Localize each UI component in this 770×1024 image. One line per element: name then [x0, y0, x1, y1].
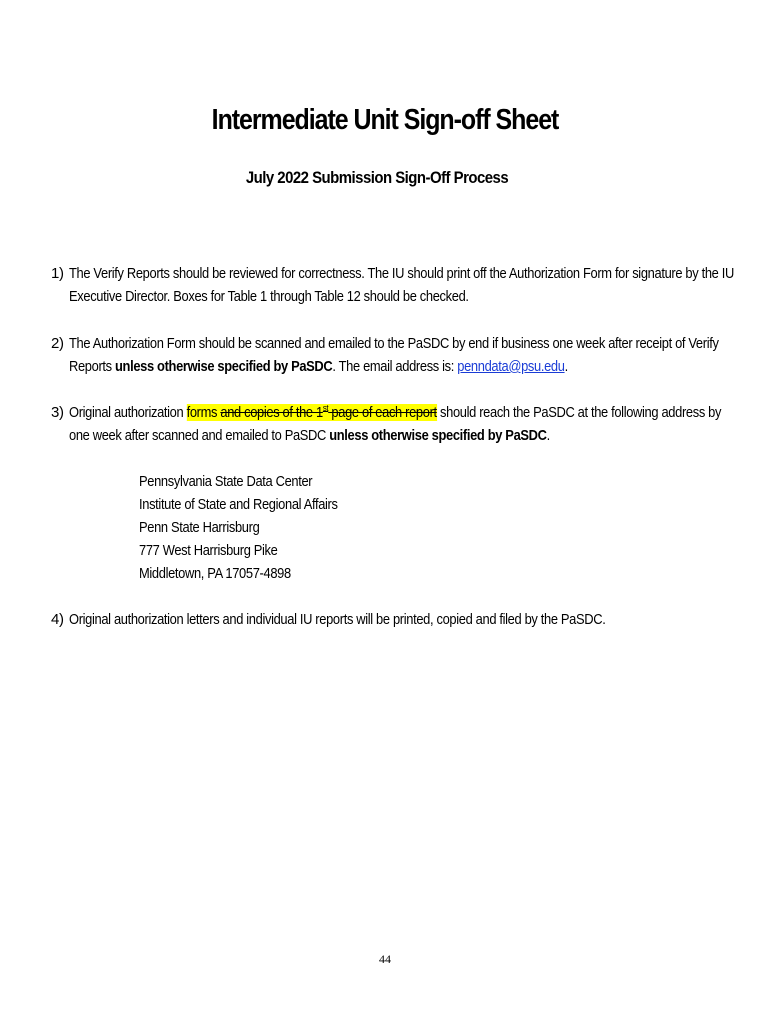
- item-2-line-2: [69, 355, 568, 378]
- item-3-bold-text: unless otherwise specified by PaSDC: [329, 427, 547, 444]
- item-1-line-2: Executive Director. Boxes for Table 1 through Table 12 should be checked.: [69, 288, 469, 305]
- list-item-number: 4): [51, 611, 64, 628]
- highlight-forms: forms: [186, 404, 221, 421]
- list-item-body: [69, 262, 749, 308]
- page-subtitle: July 2022 Submission Sign-Off Process: [245, 168, 509, 187]
- page-number: 44: [379, 952, 391, 966]
- item-2-period: .: [564, 358, 568, 375]
- struck-text-b: page of each report: [328, 404, 437, 421]
- item-3-period: .: [546, 427, 550, 444]
- item-3-line-1: [69, 401, 721, 424]
- list-item-number: 3): [51, 404, 64, 421]
- email-link[interactable]: penndata@psu.edu: [457, 358, 565, 375]
- highlighted-text: [187, 404, 437, 421]
- list-item-body: [69, 401, 749, 447]
- item-2-text: Reports: [69, 358, 116, 375]
- page-title: Intermediate Unit Sign-off Sheet: [211, 104, 559, 136]
- item-3-text-2: should reach the PaSDC at the following address by: [436, 404, 722, 421]
- struck-text-a: and copies of the 1: [220, 404, 323, 421]
- list-item-number: 1): [51, 265, 64, 282]
- list-item-body: [69, 608, 749, 631]
- item-2-text-2: . The email address is:: [332, 358, 458, 375]
- item-3-text-3: one week after scanned and emailed to PaSDC: [69, 427, 330, 444]
- address-line-1: Pennsylvania State Data Center: [139, 473, 313, 490]
- address-line-5: Middletown, PA 17057-4898: [139, 565, 291, 582]
- list-item-number: 2): [51, 335, 64, 352]
- item-3-line-2: [69, 424, 550, 447]
- address-line-4: 777 West Harrisburg Pike: [139, 542, 278, 559]
- item-2-bold-text: unless otherwise specified by PaSDC: [115, 358, 333, 375]
- item-1-line-1: The Verify Reports should be reviewed for correctness. The IU should print off the Authorization Form for signature by the IU: [69, 265, 734, 282]
- address-line-2: Institute of State and Regional Affairs: [139, 496, 338, 513]
- list-item-body: [69, 332, 749, 378]
- address-line-3: Penn State Harrisburg: [139, 519, 260, 536]
- mailing-address: [139, 470, 370, 585]
- struck-superscript: st: [322, 403, 329, 413]
- item-3-text: Original authorization: [69, 404, 187, 421]
- struck-text: [220, 404, 436, 421]
- item-4-line-1: Original authorization letters and individual IU reports will be printed, copied and filed by the PaSDC.: [69, 611, 606, 628]
- item-2-line-1: The Authorization Form should be scanned and emailed to the PaSDC by end if business one week after receipt of Verify: [69, 335, 719, 352]
